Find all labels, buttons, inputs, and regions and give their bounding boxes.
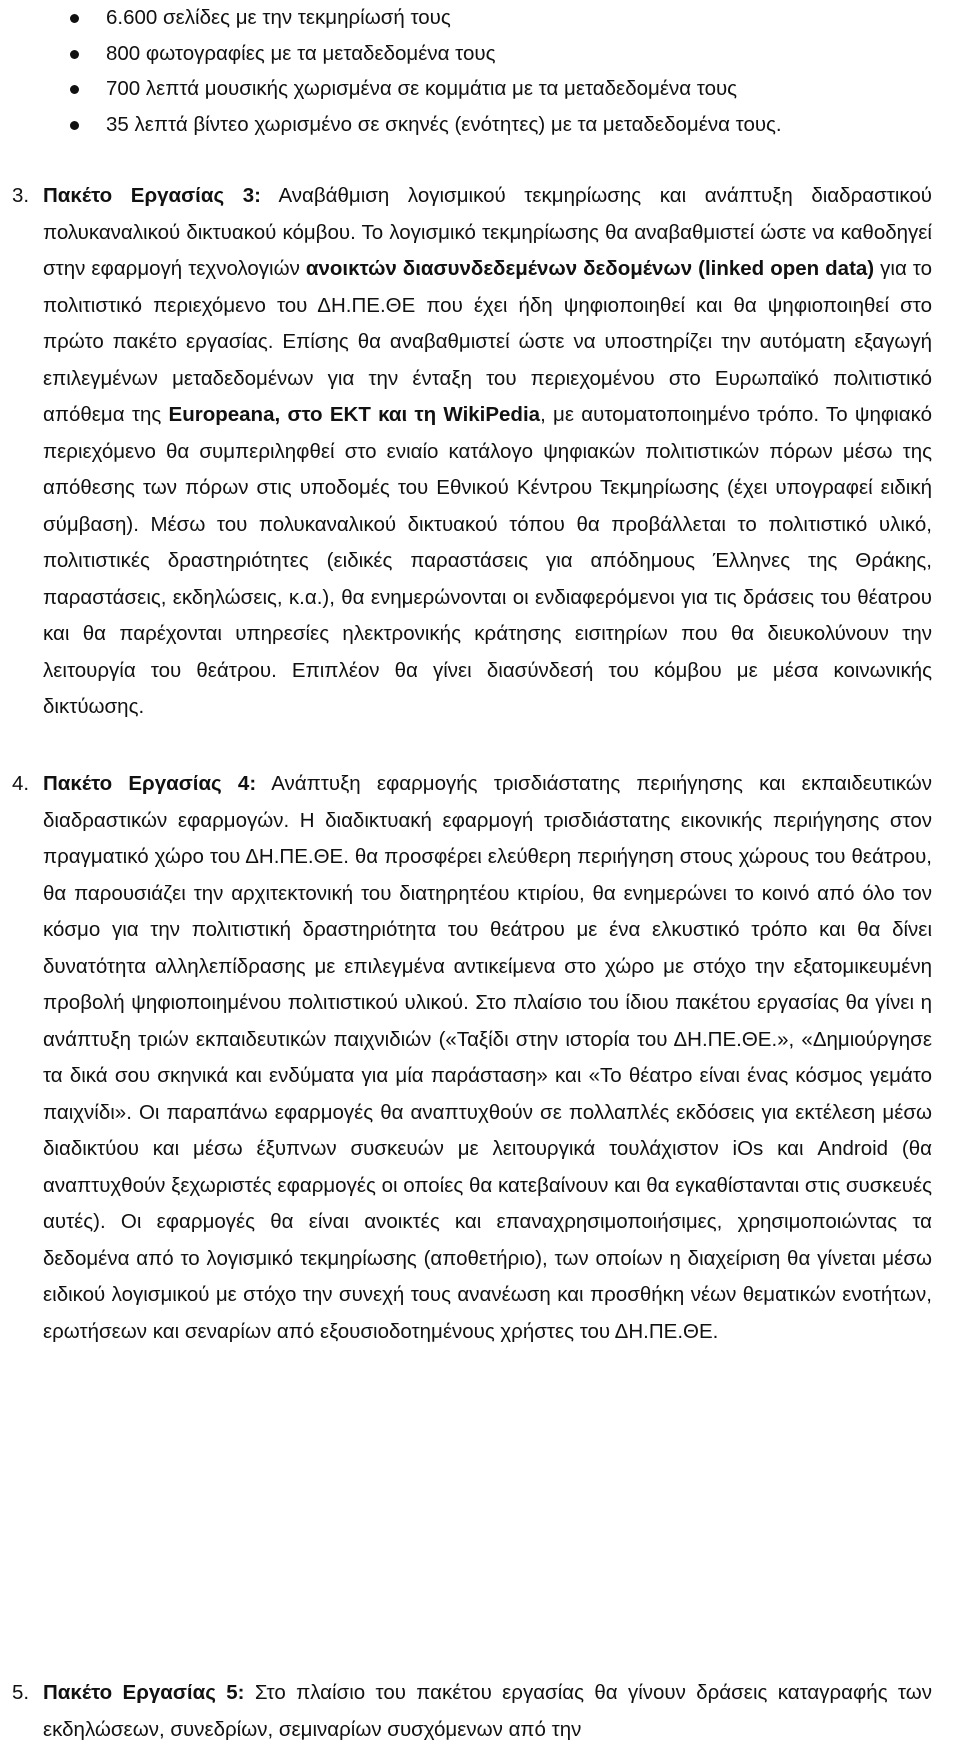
paragraph-text: Ανάπτυξη εφαρμογής τρισδιάστατης περιήγησης και εκπαιδευτικών διαδραστικών εφαρμογών. Η διαδικτυακή εφαρμογή τρισδιάστατης εικονικής περιήγησης στον πραγματικό χώρο του ΔΗ.ΠΕ.ΘΕ. θα προσφέρει ελεύθερη περιήγηση στους χώρους του θεάτρου, θα παρουσιάζει την αρχιτεκτονική του διατηρητέου κτιρίου, θα ενημερώνει το κοινό από όλο τον κόσμο για την πολιτιστική δραστηριότητα του θεάτρου με ένα ελκυστικό τρόπο και θα δίνει δυνατότητα αλληλεπίδρασης με επιλεγμένα αντικείμενα στο χώρο με στόχο την εξατομικευμένη προβολή ψηφιοποιημένου πολιτιστικού υλικού. Στο πλαίσιο του ίδιου πακέτου εργασίας θα γίνει η ανάπτυξη τριών εκπαιδευτικών παιχνιδιών («Ταξίδι στην ιστορία του ΔΗ.ΠΕ.ΘΕ.», «Δημιούργησε τα δικά σου σκηνικά και ενδύματα για μία παράσταση» και «Το θέατρο είναι ένας κόσμος γεμάτο παιχνίδι». Οι παραπάνω εφαρμογές θα αναπτυχθούν σε πολλαπλές εκδόσεις για εκτέλεση μέσω διαδικτύου και μέσω έξυπνων συσκευών με λειτουργικά τουλάχιστον iOs και Android (θα αναπτυχθούν ξεχωριστές εφαρμογές οι οποίες θα κατεβαίνουν και θα εγκαθίστανται στις συσκευές αυτές). Οι εφαρμογές θα είναι ανοικτές και επαναχρησιμοποιήσιμες, χρησιμοποιώντας τα δεδομένα από το λογισμικό τεκμηρίωσης (αποθετήριο), των οποίων η διαχείριση θα γίνεται μέσω ειδικού λογισμικού με στόχο την συνεχή τους ανανέωση και προσθήκη νέων θεματικών ενοτήτων, ερωτήσεων και σεναρίων από εξουσιοδοτημένους χρήστες του ΔΗ.ΠΕ.ΘΕ. [43, 772, 932, 1343]
bold-phrase: Europeana, στο ΕΚΤ και τη WikiPedia [168, 403, 541, 426]
bullet-list [58, 0, 938, 142]
bullet-dot-icon [70, 85, 79, 94]
work-package-number: 5. [12, 1681, 30, 1704]
list-item-text: 700 λεπτά μουσικής χωρισμένα σε κομμάτια με τα μεταδεδομένα τους [106, 77, 738, 100]
paragraph-text: , με αυτοματοποιημένο τρόπο. Το ψηφιακό περιεχόμενο θα συμπεριληφθεί στο ενιαίο κατάλογο ψηφιακών πολιτιστικών πόρων μέσω της απόθεσης των πόρων στις υποδομές του Εθνικού Κέντρου Τεκμηρίωσης (έχει υπογραφεί ειδική σύμβαση). Μέσω του πολυκαναλικού δικτυακού τόπου θα προβάλλεται το πολιτιστικό υλικό, πολιτιστικές δραστηριότητες (ειδικές παραστάσεις για απόδημους Έλληνες της Θράκης, παραστάσεις, εκδηλώσεις, κ.α.), θα ενημερώνονται οι ενδιαφερόμενοι για τις δράσεις του θέατρου και θα παρέχονται υπηρεσίες ηλεκτρονικής κράτησης εισιτηρίων που θα διευκολύνουν την λειτουργία του θεάτρου. Επιπλέον θα γίνει διασύνδεσή του κόμβου με μέσα κοινωνικής δικτύωσης. [43, 403, 932, 718]
work-package-text [43, 766, 932, 1350]
work-package-number: 4. [12, 772, 30, 795]
list-item [58, 71, 938, 107]
work-package-text [43, 1675, 932, 1748]
work-package-3 [12, 178, 932, 726]
list-item [58, 0, 938, 36]
work-package-text [43, 178, 932, 726]
list-item-text: 35 λεπτά βίντεο χωρισμένο σε σκηνές (ενότητες) με τα μεταδεδομένα τους. [106, 112, 782, 136]
paragraph-text: για το πολιτιστικό περιεχόμενο του ΔΗ.ΠΕ.ΘΕ που έχει ήδη ψηφιοποιηθεί και θα ψηφιοποιηθεί στο πρώτο πακέτο εργασίας. Επίσης θα αναβαθμιστεί ώστε να υποστηρίζει την αυτόματη εξαγωγή επιλεγμένων μεταδεδομένων για την ένταξη του περιεχομένου στο Ευρωπαϊκό πολιτιστικό απόθεμα της [43, 257, 932, 426]
work-package-5 [12, 1675, 932, 1748]
paragraph-text: Αναβάθμιση λογισμικού τεκμηρίωσης και ανάπτυξη διαδραστικού πολυκαναλικού δικτυακού κόμβου. Το λογισμικό τεκμηρίωσης θα αναβαθμιστεί ώστε να καθοδηγεί στην εφαρμογή τεχνολογιών [43, 184, 932, 280]
bold-phrase: ανοικτών διασυνδεδεμένων δεδομένων (linked open data) [305, 257, 875, 280]
list-item-text: 800 φωτογραφίες με τα μεταδεδομένα τους [106, 41, 496, 65]
work-package-label: Πακέτο Εργασίας 4: [43, 772, 257, 795]
work-package-number: 3. [12, 184, 30, 207]
bullet-dot-icon [70, 14, 79, 23]
paragraph-text: Στο πλαίσιο του πακέτου εργασίας θα γίνουν δράσεις καταγραφής των εκδηλώσεων, συνεδρίων, σεμιναρίων συσχόμενων από την [43, 1681, 932, 1741]
list-item-text: 6.600 σελίδες με την τεκμηρίωσή τους [106, 6, 451, 29]
work-package-label: Πακέτο Εργασίας 3: [43, 184, 261, 207]
list-item [58, 107, 938, 143]
work-package-label: Πακέτο Εργασίας 5: [43, 1681, 245, 1704]
bullet-dot-icon [70, 121, 79, 130]
list-item [58, 36, 938, 72]
bullet-dot-icon [70, 50, 79, 59]
work-package-4 [12, 766, 932, 1350]
